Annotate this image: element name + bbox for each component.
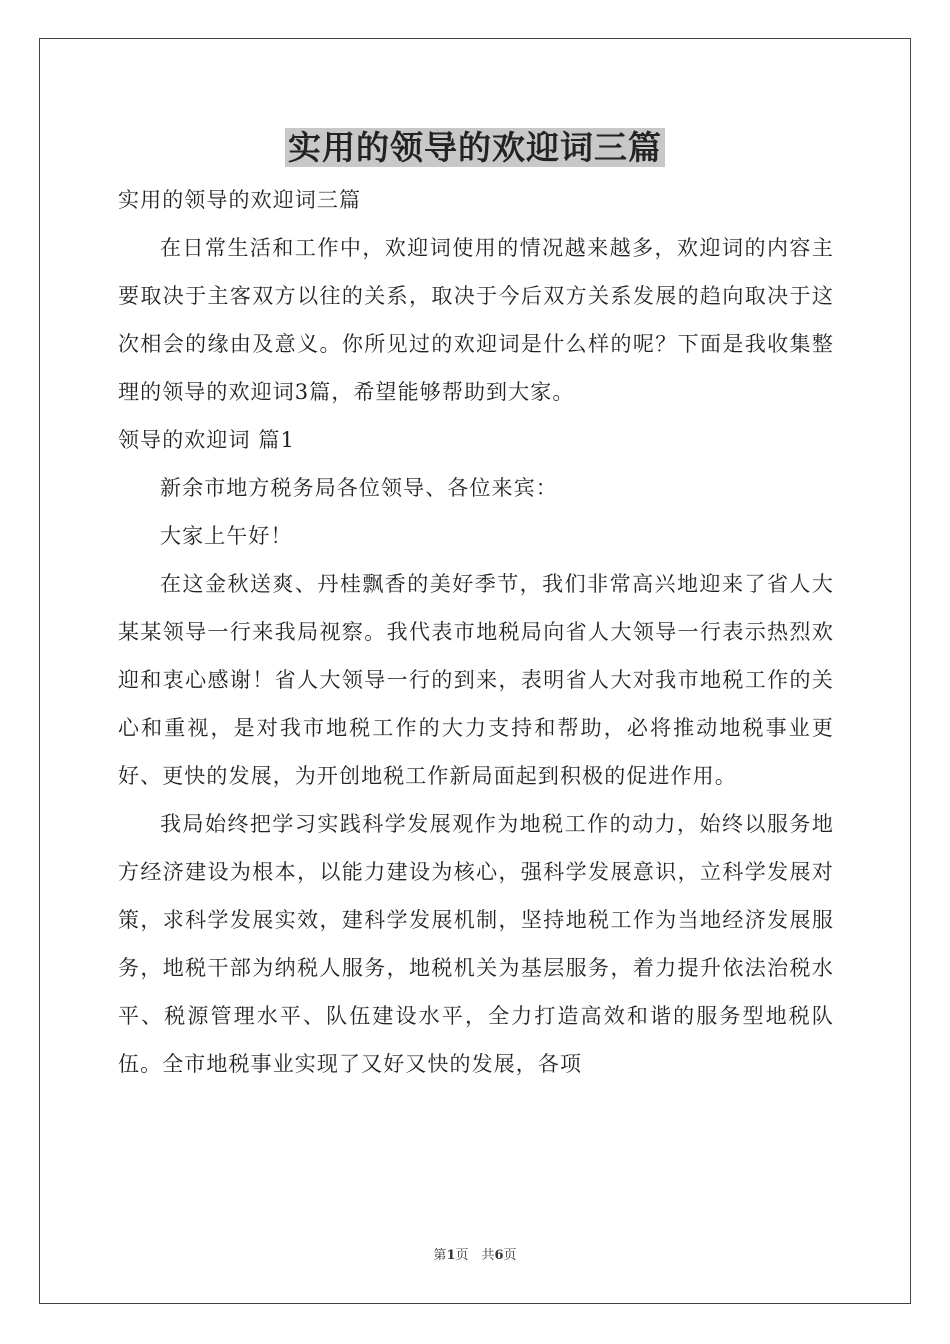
document-body: [118, 176, 834, 1088]
footer-current-page: 1: [446, 1248, 456, 1263]
body-paragraph-2: 我局始终把学习实践科学发展观作为地税工作的动力，始终以服务地方经济建设为根本，以能力建设为核心，强科学发展意识，立科学发展对策，求科学发展实效，建科学发展机制，坚持地税工作为当地经济发展服务，地税干部为纳税人服务，地税机关为基层服务，着力提升依法治税水平、税源管理水平、队伍建设水平，全力打造高效和谐的服务型地税队伍。全市地税事业实现了又好又快的发展，各项: [118, 812, 834, 1076]
footer-prefix: 第: [433, 1248, 447, 1263]
footer-total-pages: 6: [494, 1248, 504, 1263]
subtitle-line: 实用的领导的欢迎词三篇: [118, 188, 362, 212]
intro-paragraph: 在日常生活和工作中，欢迎词使用的情况越来越多，欢迎词的内容主要取决于主客双方以往的关系，取决于今后双方关系发展的趋向取决于这次相会的缘由及意义。你所见过的欢迎词是什么样的呢？下面是我收集整理的领导的欢迎词3篇，希望能够帮助到大家。: [118, 236, 834, 404]
salutation-line: 新余市地方税务局各位领导、各位来宾：: [160, 476, 558, 500]
footer-mid: 页 共: [455, 1248, 495, 1263]
document-title-text: 实用的领导的欢迎词三篇: [285, 128, 665, 167]
body-paragraph-1: 在这金秋送爽、丹桂飘香的美好季节，我们非常高兴地迎来了省人大某某领导一行来我局视察。我代表市地税局向省人大领导一行表示热烈欢迎和衷心感谢！省人大领导一行的到来，表明省人大对我市地税工作的关心和重视，是对我市地税工作的大力支持和帮助，必将推动地税事业更好、更快的发展，为开创地税工作新局面起到积极的促进作用。: [118, 572, 834, 788]
document-title: [0, 124, 950, 172]
greeting-line: 大家上午好！: [160, 524, 293, 548]
footer-suffix: 页: [503, 1248, 517, 1263]
section-heading: 领导的欢迎词 篇1: [118, 428, 295, 452]
page-footer: [0, 1246, 950, 1266]
